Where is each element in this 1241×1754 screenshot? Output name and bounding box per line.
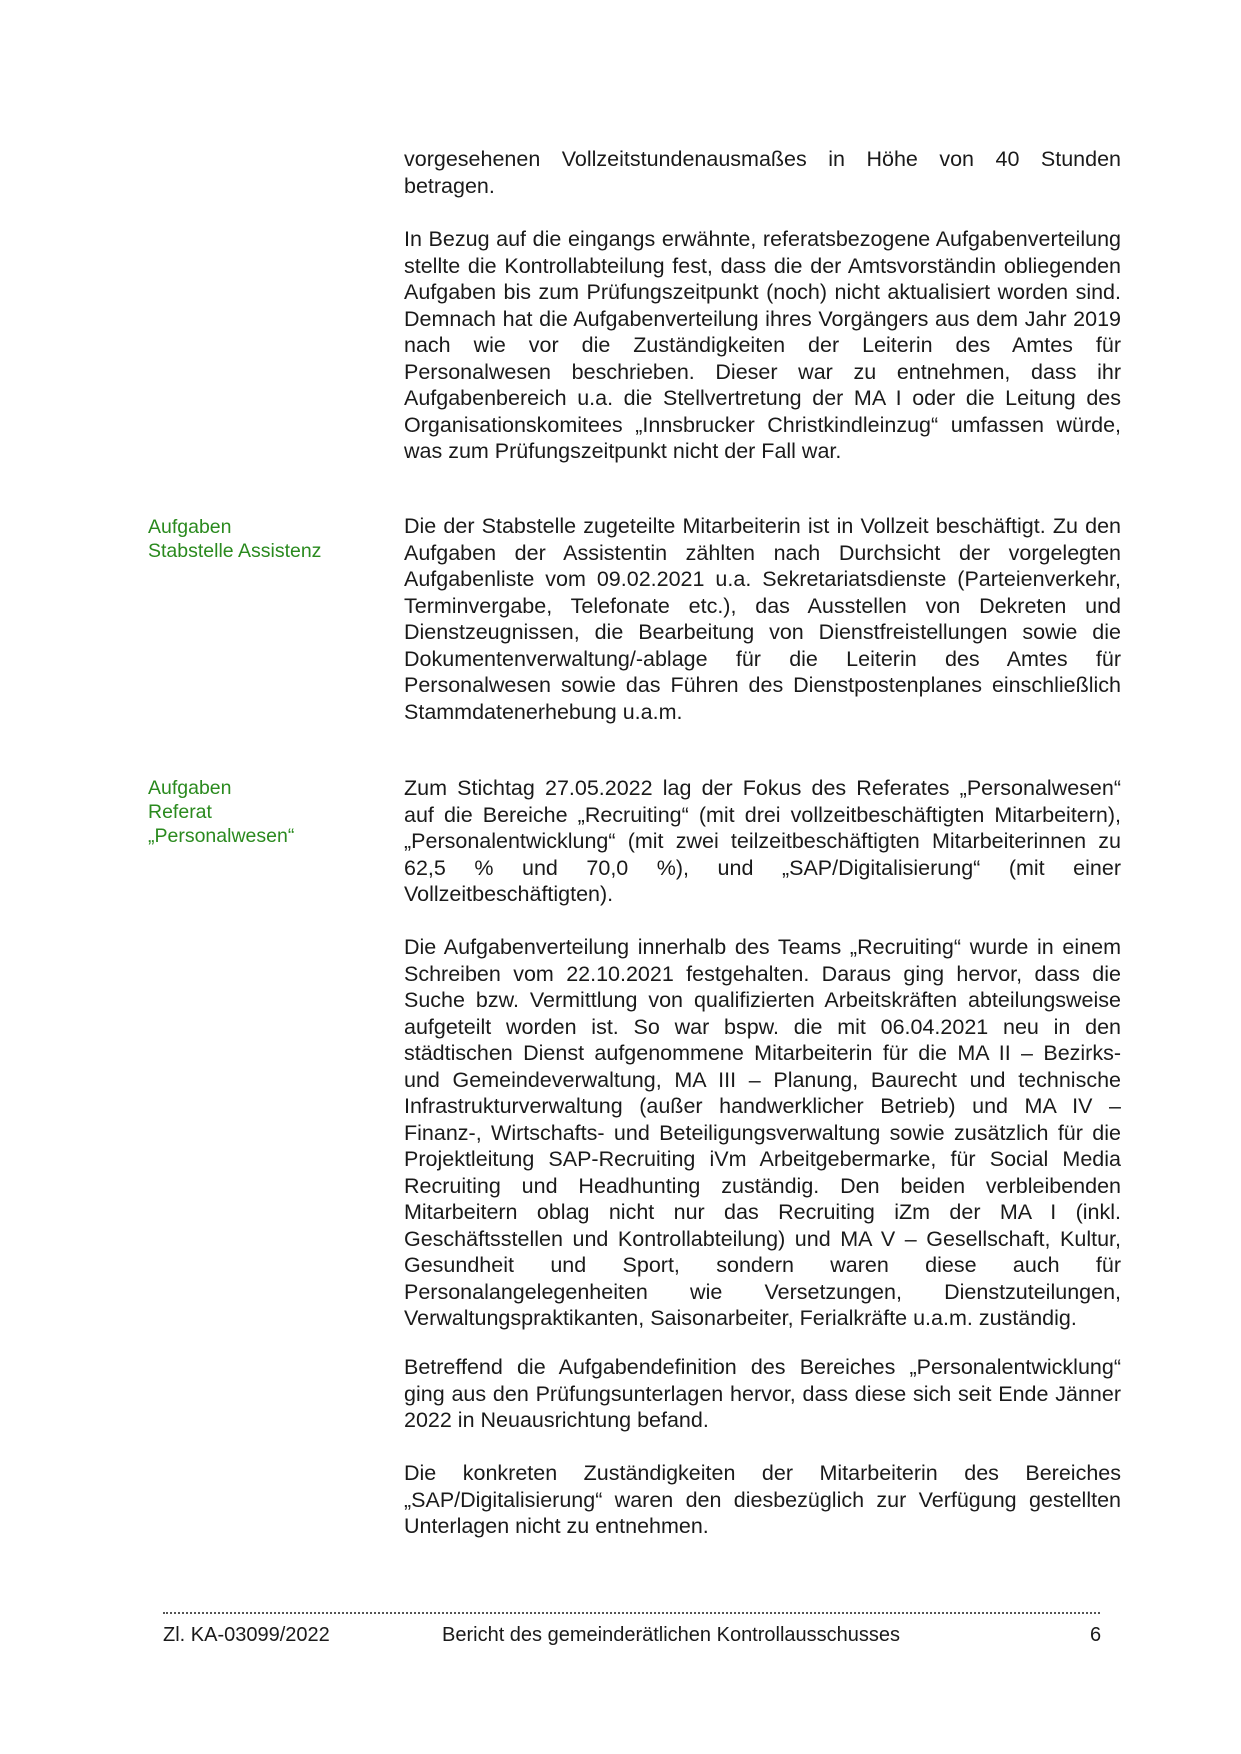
paragraph-2: In Bezug auf die eingangs erwähnte, referatsbezogene Aufgabenverteilung stellte die Kontrollabteilung fest, dass die der Amtsvorständin obliegenden Aufgaben bis zum Prüfungszeitpunkt (noch) nicht aktualisiert worden sind. Demnach hat die Aufgabenverteilung ihres Vorgängers aus dem Jahr 2019 nach wie vor die Zuständigkeiten der Leiterin des Amtes für Personalwesen beschrieben. Dieser war zu entnehmen, dass ihr Aufgabenbereich u.a. die Stellvertretung der MA I oder die Leitung des Organisationskomitees „Innsbrucker Christkindleinzug“ umfassen würde, was zum Prüfungszeitpunkt nicht der Fall war. (404, 227, 1121, 463)
paragraph-6: Betreffend die Aufgabendefinition des Bereiches „Personalentwicklung“ ging aus den Prüfungsunterlagen hervor, dass diese sich seit Ende Jänner 2022 in Neuausrichtung befand. (404, 1355, 1121, 1432)
paragraph-4: Zum Stichtag 27.05.2022 lag der Fokus des Referates „Personalwesen“ auf die Bereiche „Recruiting“ (mit drei vollzeitbeschäftigten Mitarbeitern), „Personalentwicklung“ (mit zwei teilzeitbeschäftigten Mitarbeiterinnen zu 62,5 % und 70,0 %), und „SAP/Digitalisierung“ (mit einer Vollzeitbeschäftigten). (404, 776, 1121, 906)
footer-title: Bericht des gemeinderätlichen Kontrollausschusses (442, 1624, 901, 1646)
margin-note-stabstelle (148, 515, 378, 563)
margin-note-line: Aufgaben (148, 516, 232, 538)
paragraph-5: Die Aufgabenverteilung innerhalb des Teams „Recruiting“ wurde in einem Schreiben vom 22.10.2021 festgehalten. Daraus ging hervor, dass die Suche bzw. Vermittlung von qualifizierten Arbeitskräften abteilungsweise aufgeteilt worden ist. So war bspw. die mit 06.04.2021 neu in den städtischen Dienst aufgenommene Mitarbeiterin für die MA II – Bezirks- und Gemeindeverwaltung, MA III – Planung, Baurecht und technische Infrastrukturverwaltung (außer handwerklicher Betrieb) und MA IV – Finanz-, Wirtschafts- und Beteiligungsverwaltung sowie zusätzlich für die Projektleitung SAP-Recruiting iVm Arbeitgebermarke, für Social Media Recruiting und Headhunting zuständig. Den beiden verbleibenden Mitarbeitern oblag nicht nur das Recruiting iZm der MA I (inkl. Geschäftsstellen und Kontrollabteilung) und MA V – Gesellschaft, Kultur, Gesundheit und Sport, sondern waren diese auch für Personalangelegenheiten wie Versetzungen, Dienstzuteilungen, Verwaltungspraktikanten, Saisonarbeiter, Ferialkräfte u.a.m. zuständig. (404, 935, 1121, 1330)
paragraph-3: Die der Stabstelle zugeteilte Mitarbeiterin ist in Vollzeit beschäftigt. Zu den Aufgaben der Assistentin zählten nach Durchsicht der vorgelegten Aufgabenliste vom 09.02.2021 u.a. Sekretariatsdienste (Parteienverkehr, Terminvergabe, Telefonate etc.), das Ausstellen von Dekreten und Dienstzeugnissen, die Bearbeitung von Dienstfreistellungen sowie die Dokumentenverwaltung/-ablage für die Leiterin des Amtes für Personalwesen sowie das Führen des Dienstpostenplanes einschließlich Stammdatenerhebung u.a.m. (404, 514, 1121, 724)
margin-note-line: Stabstelle Assistenz (148, 540, 322, 562)
paragraph-1: vorgesehenen Vollzeitstundenausmaßes in Höhe von 40 Stunden betragen. (404, 147, 1121, 198)
margin-note-line: „Personalwesen“ (148, 825, 295, 847)
margin-note-line: Aufgaben (148, 777, 232, 799)
footer-page-number: 6 (1090, 1624, 1102, 1646)
margin-note-referat (148, 776, 378, 848)
footer-divider (163, 1612, 1100, 1614)
margin-note-line: Referat (148, 801, 212, 823)
paragraph-7: Die konkreten Zuständigkeiten der Mitarbeiterin des Bereiches „SAP/Digitalisierung“ waren den diesbezüglich zur Verfügung gestellten Unterlagen nicht zu entnehmen. (404, 1461, 1121, 1538)
footer-reference: Zl. KA-03099/2022 (163, 1624, 330, 1646)
